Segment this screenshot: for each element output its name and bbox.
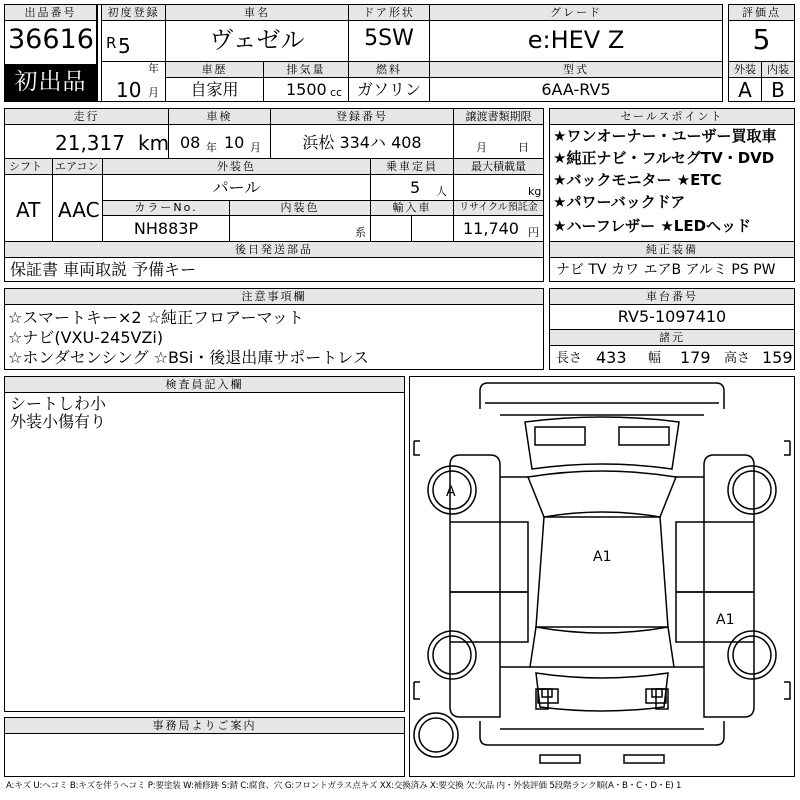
mileage-unit: km	[138, 131, 170, 155]
tailgate	[536, 673, 668, 711]
office-label: 事務局よりご案内	[5, 718, 404, 734]
inspector-line: シートしわ小	[10, 394, 107, 413]
height-label: 高さ	[724, 351, 751, 366]
score-label: 評価点	[729, 5, 794, 21]
grade: e:HEV Z	[527, 26, 625, 54]
ac: AAC	[58, 198, 100, 222]
sales-point: ★ワンオーナー・ユーザー買取車	[553, 127, 777, 145]
door-type: 5SW	[364, 26, 414, 51]
inspection-label: 車検	[169, 109, 270, 125]
grade-label: グレード	[430, 5, 722, 21]
parts-text: 保証書 車両取説 予備キー	[10, 260, 197, 279]
shift-label: シフト	[5, 159, 52, 175]
equipment-text: ナビ TV カワ エアB アルミ PS PW	[556, 262, 776, 278]
insp-month-unit: 月	[250, 141, 261, 154]
sales-point: ★バックモニター ★ETC	[553, 171, 722, 189]
rear-bumper	[480, 721, 724, 745]
length-label: 長さ	[556, 351, 583, 366]
car-name: ヴェゼル	[209, 26, 305, 54]
hood	[525, 417, 679, 469]
model-label: 型式	[430, 62, 722, 78]
sales-label: セールスポイント	[550, 109, 794, 125]
score: 5	[752, 23, 771, 56]
roof	[536, 517, 668, 627]
sales-points-list	[553, 129, 793, 217]
dims-label: 諸元	[550, 330, 794, 346]
width-label: 幅	[648, 351, 662, 366]
height: 159	[762, 348, 793, 367]
rear-left-wheel	[428, 631, 476, 679]
car-name-label: 車名	[166, 5, 348, 21]
recycle-amount: 11,740	[463, 219, 519, 238]
damage-mark-rear-right: A1	[716, 612, 735, 628]
ext-label: 外装	[729, 62, 761, 78]
fuel: ガソリン	[356, 80, 421, 99]
sales-point: ★パワーバックドア	[553, 193, 686, 211]
int-score: B	[771, 78, 785, 102]
chassis-number: RV5-1097410	[617, 307, 727, 326]
model: 6AA-RV5	[541, 80, 611, 99]
fuel-label: 燃料	[349, 62, 429, 78]
int-color-label: 内装色	[230, 201, 370, 216]
chassis-label: 車台番号	[550, 289, 794, 305]
ext-color: パール	[212, 178, 261, 197]
front-bumper	[480, 383, 724, 409]
width: 179	[680, 348, 711, 367]
insp-year-unit: 年	[206, 141, 217, 154]
length: 433	[596, 348, 627, 367]
first-sale-badge	[5, 64, 96, 101]
displacement-label: 排気量	[264, 62, 348, 78]
ext-score: A	[738, 78, 752, 102]
reg-year-unit: 年	[148, 62, 159, 75]
reg-month: 10	[116, 78, 142, 102]
first-sale-text: 初出品	[14, 69, 87, 95]
door-label: ドア形状	[349, 5, 429, 21]
capacity-label: 乗車定員	[371, 159, 453, 175]
transfer-month: 月	[476, 141, 487, 154]
shift: AT	[16, 198, 41, 222]
front-right-wheel	[728, 466, 776, 514]
int-label: 内装	[762, 62, 794, 78]
spare-wheel	[414, 713, 458, 757]
parts-label: 後日発送部品	[5, 242, 543, 258]
sales-point: ★純正ナビ・フルセグTV・DVD	[553, 149, 775, 167]
import-label: 輸入車	[371, 201, 453, 216]
insp-year: 08	[180, 133, 201, 152]
transfer-label: 譲渡書類期限	[454, 109, 543, 125]
transfer-day: 日	[518, 141, 529, 154]
era: R	[106, 34, 117, 52]
lot-label: 出品番号	[5, 5, 96, 21]
legend-text: A:キズ U:ヘコミ B:キズを伴うヘコミ P:要塗装 W:補修跡 S:錆 C:腐食、穴 G:フロントガラス点キズ XX:交換済み X:要交換 欠:欠品 内・外装評価 5段階ランク順(A・B・C・D・E) 1	[6, 781, 682, 791]
windshield	[528, 471, 676, 517]
plate-number: 浜松 334ハ 408	[302, 133, 422, 152]
history-label: 車歴	[166, 62, 263, 78]
note-line: ☆ホンダセンシング ☆BSi・後退出庫サポートレス	[8, 348, 369, 367]
plate-label: 登録番号	[271, 109, 453, 125]
history: 自家用	[190, 80, 239, 99]
capacity-unit: 人	[436, 185, 447, 198]
car-damage-diagram	[410, 377, 794, 776]
rear-right-wheel	[728, 631, 776, 679]
int-color-unit: 系	[355, 226, 366, 239]
mileage: 21,317	[55, 131, 125, 155]
displacement: 1500	[286, 80, 327, 99]
reg-month-unit: 月	[148, 86, 159, 99]
inspector-label: 検査員記入欄	[5, 377, 404, 393]
max-load-label: 最大積載量	[454, 159, 543, 175]
mileage-label: 走行	[5, 109, 168, 125]
note-line: ☆スマートキー×2 ☆純正フロアーマット	[8, 308, 304, 327]
displacement-unit: cc	[330, 86, 343, 99]
equipment-label: 純正装備	[550, 242, 794, 258]
ac-label: エアコン	[53, 159, 102, 175]
capacity: 5	[410, 178, 421, 197]
notes-label: 注意事項欄	[5, 289, 543, 305]
note-line: ☆ナビ(VXU-245VZi)	[8, 328, 164, 347]
inspector-line: 外装小傷有り	[10, 412, 107, 431]
reg-year: 5	[118, 34, 131, 58]
recycle-label: リサイクル預託金	[454, 201, 543, 216]
recycle-unit: 円	[528, 226, 539, 239]
ext-color-label: 外装色	[103, 159, 370, 175]
lot-number: 36616	[8, 24, 94, 55]
damage-mark-roof: A1	[593, 549, 612, 565]
color-no: NH883P	[133, 219, 199, 238]
max-load-unit: kg	[528, 185, 542, 198]
sales-point: ★ハーフレザー ★LEDヘッド	[553, 217, 752, 235]
damage-mark-front-left: A	[446, 484, 456, 500]
color-no-label: カラーNo.	[103, 201, 229, 216]
insp-month: 10	[224, 133, 245, 152]
first-reg-label: 初度登録	[102, 5, 165, 21]
